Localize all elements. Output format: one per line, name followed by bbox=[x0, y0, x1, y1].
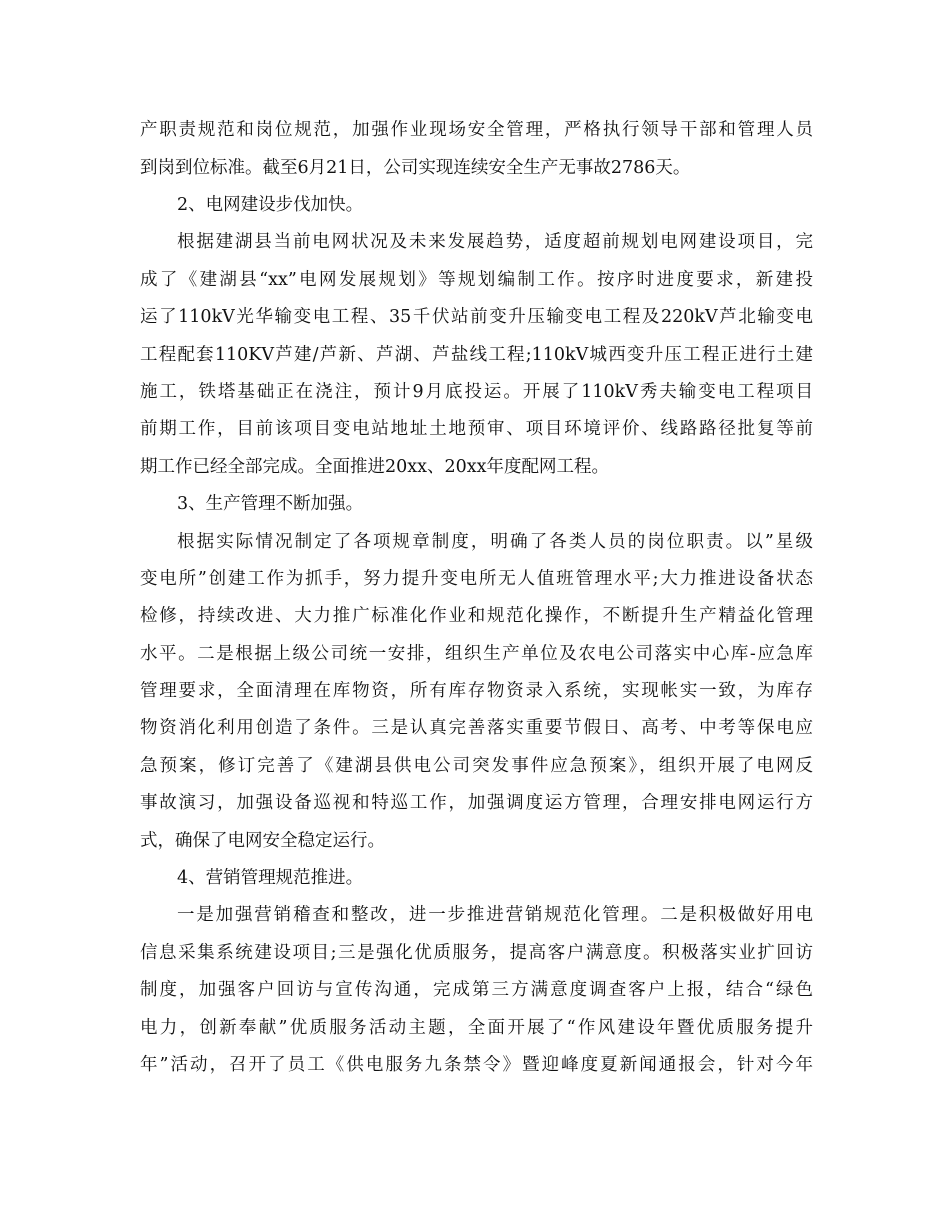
text-line: 制度，加强客户回访与宣传沟通，完成第三方满意度调查客户上报，结合“绿色 bbox=[140, 980, 813, 1000]
text-line: 工程配套110KV芦建/芦新、芦湖、芦盐线工程;110kV城西变升压工程正进行土建 bbox=[140, 345, 813, 365]
text-line: 运了110kV光华输变电工程、35千伏站前变升压输变电工程及220kV芦北输变电 bbox=[140, 307, 813, 327]
text-line: 管理要求，全面清理在库物资，所有库存物资录入系统，实现帐实一致，为库存 bbox=[140, 681, 813, 701]
text-line: 变电所”创建工作为抓手，努力提升变电所无人值班管理水平;大力推进设备状态 bbox=[140, 569, 813, 589]
section-heading: 3、生产管理不断加强。 bbox=[177, 494, 364, 514]
text-line: 检修，持续改进、大力推广标准化作业和规范化操作，不断提升生产精益化管理 bbox=[140, 606, 813, 626]
text-line: 到岗到位标准。截至6月21日，公司实现连续安全生产无事故2786天。 bbox=[140, 158, 691, 178]
text-line: 产职责规范和岗位规范，加强作业现场安全管理，严格执行领导干部和管理人员 bbox=[140, 120, 813, 140]
text-line: 施工，铁塔基础正在浇注，预计9月底投运。开展了110kV秀夫输变电工程项目 bbox=[140, 382, 813, 402]
text-line: 电力，创新奉献”优质服务活动主题，全面开展了“作风建设年暨优质服务提升 bbox=[140, 1018, 813, 1038]
text-line: 水平。二是根据上级公司统一安排，组织生产单位及农电公司落实中心库-应急库 bbox=[140, 644, 813, 664]
text-line: 式，确保了电网安全稳定运行。 bbox=[140, 831, 385, 851]
section-heading: 4、营销管理规范推进。 bbox=[177, 868, 364, 888]
section-heading: 2、电网建设步伐加快。 bbox=[177, 195, 364, 215]
text-line: 信息采集系统建设项目;三是强化优质服务，提高客户满意度。积极落实业扩回访 bbox=[140, 943, 813, 963]
text-line: 一是加强营销稽查和整改，进一步推进营销规范化管理。二是积极做好用电 bbox=[177, 905, 813, 925]
text-line: 急预案，修订完善了《建湖县供电公司突发事件应急预案》，组织开展了电网反 bbox=[140, 756, 813, 776]
text-line: 前期工作，目前该项目变电站地址土地预审、项目环境评价、线路路径批复等前 bbox=[140, 419, 813, 439]
text-line: 根据建湖县当前电网状况及未来发展趋势，适度超前规划电网建设项目，完 bbox=[177, 232, 813, 252]
text-line: 物资消化利用创造了条件。三是认真完善落实重要节假日、高考、中考等保电应 bbox=[140, 718, 813, 738]
text-line: 期工作已经全部完成。全面推进20xx、20xx年度配网工程。 bbox=[140, 457, 610, 477]
text-line: 成了《建湖县“xx”电网发展规划》等规划编制工作。按序时进度要求，新建投 bbox=[140, 270, 813, 290]
text-line: 根据实际情况制定了各项规章制度，明确了各类人员的岗位职责。以”星级 bbox=[177, 532, 813, 552]
text-line: 年”活动，召开了员工《供电服务九条禁令》暨迎峰度夏新闻通报会，针对今年 bbox=[140, 1055, 813, 1075]
text-line: 事故演习，加强设备巡视和特巡工作，加强调度运方管理，合理安排电网运行方 bbox=[140, 793, 813, 813]
